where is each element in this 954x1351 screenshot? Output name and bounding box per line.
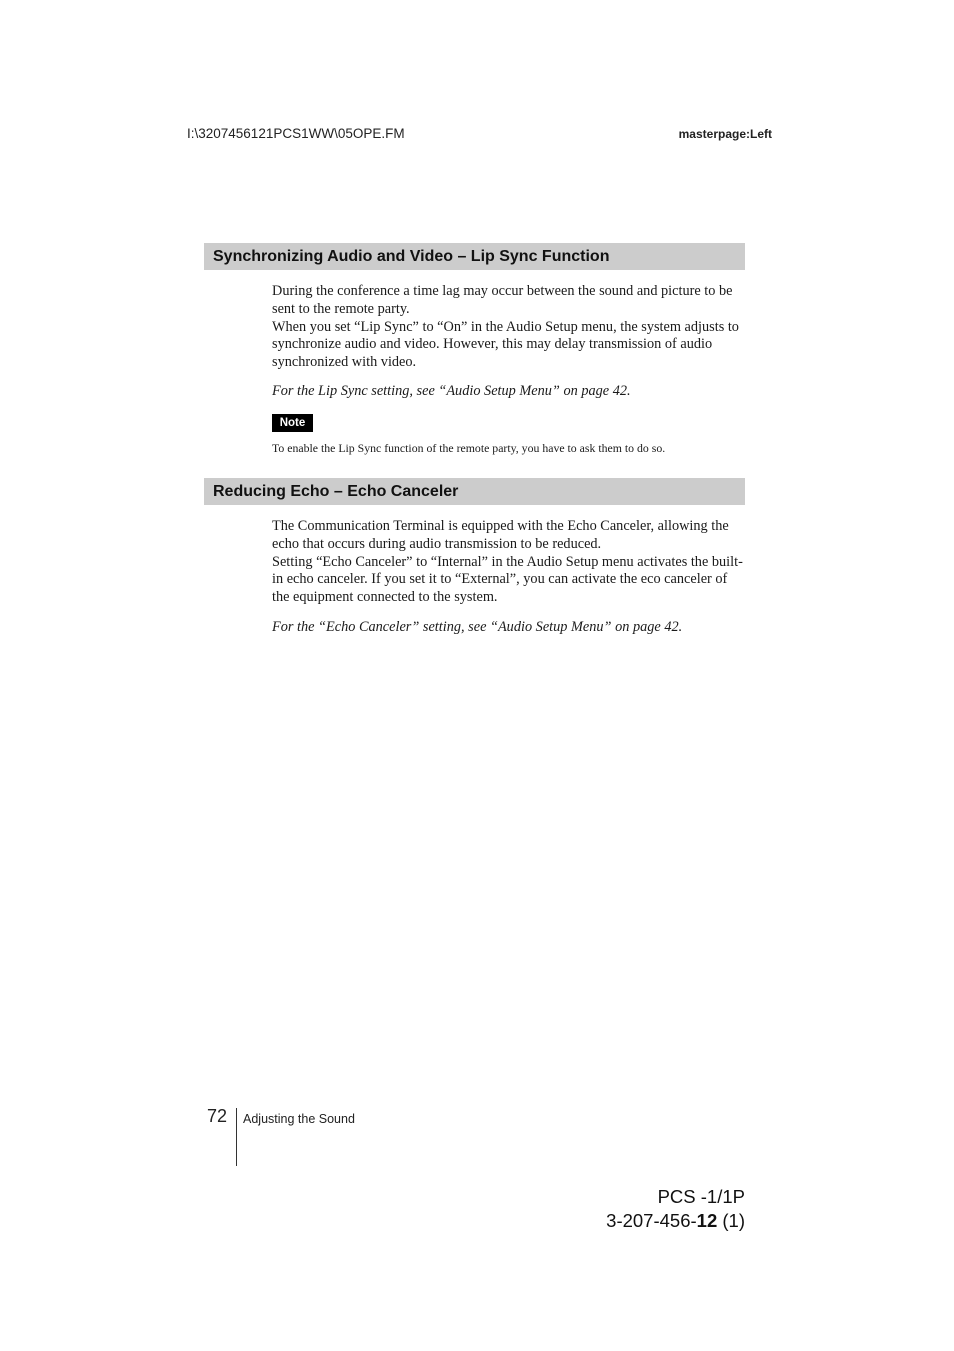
echo-paragraph-2: Setting “Echo Canceler” to “Internal” in the Audio Setup menu activates the built-in echo canceler. If you set it to “External”, you can activate the eco canceler of the equipment connected to the system.: [272, 553, 743, 606]
lip-sync-paragraph-2: When you set “Lip Sync” to “On” in the Audio Setup menu, the system adjusts to synchronize audio and video. However, this may delay transmission of audio synchronized with video.: [272, 318, 739, 371]
echo-canceler-body: [272, 518, 746, 607]
masterpage-label: masterpage:Left: [678, 127, 772, 141]
part-number-prefix: 3-207-456-: [606, 1210, 697, 1231]
page-number: 72: [207, 1106, 228, 1126]
lip-sync-reference: For the Lip Sync setting, see “Audio Setup Menu” on page 42.: [272, 383, 631, 399]
footer-divider: [236, 1108, 237, 1166]
part-number-bold: 12: [696, 1210, 718, 1231]
section-heading-echo-canceler: Reducing Echo – Echo Canceler: [204, 478, 745, 505]
file-path-header: I:\3207456121PCS1WW\05OPE.FM: [187, 126, 405, 141]
note-text: To enable the Lip Sync function of the remote party, you have to ask them to do so.: [272, 441, 666, 455]
part-number: [606, 1210, 745, 1232]
section-heading-lip-sync: Synchronizing Audio and Video – Lip Sync Function: [204, 243, 745, 270]
echo-canceler-reference: For the “Echo Canceler” setting, see “Audio Setup Menu” on page 42.: [272, 619, 683, 635]
lip-sync-paragraph-1: During the conference a time lag may occur between the sound and picture to be sent to the remote party.: [272, 283, 733, 317]
footer-section-name: Adjusting the Sound: [243, 1112, 355, 1126]
echo-paragraph-1: The Communication Terminal is equipped with the Echo Canceler, allowing the echo that occurs during audio transmission to be reduced.: [272, 518, 729, 552]
note-badge: Note: [272, 414, 313, 432]
lip-sync-body: [272, 283, 746, 372]
model-number: PCS -1/1P: [657, 1186, 745, 1207]
part-number-suffix: (1): [717, 1210, 745, 1231]
